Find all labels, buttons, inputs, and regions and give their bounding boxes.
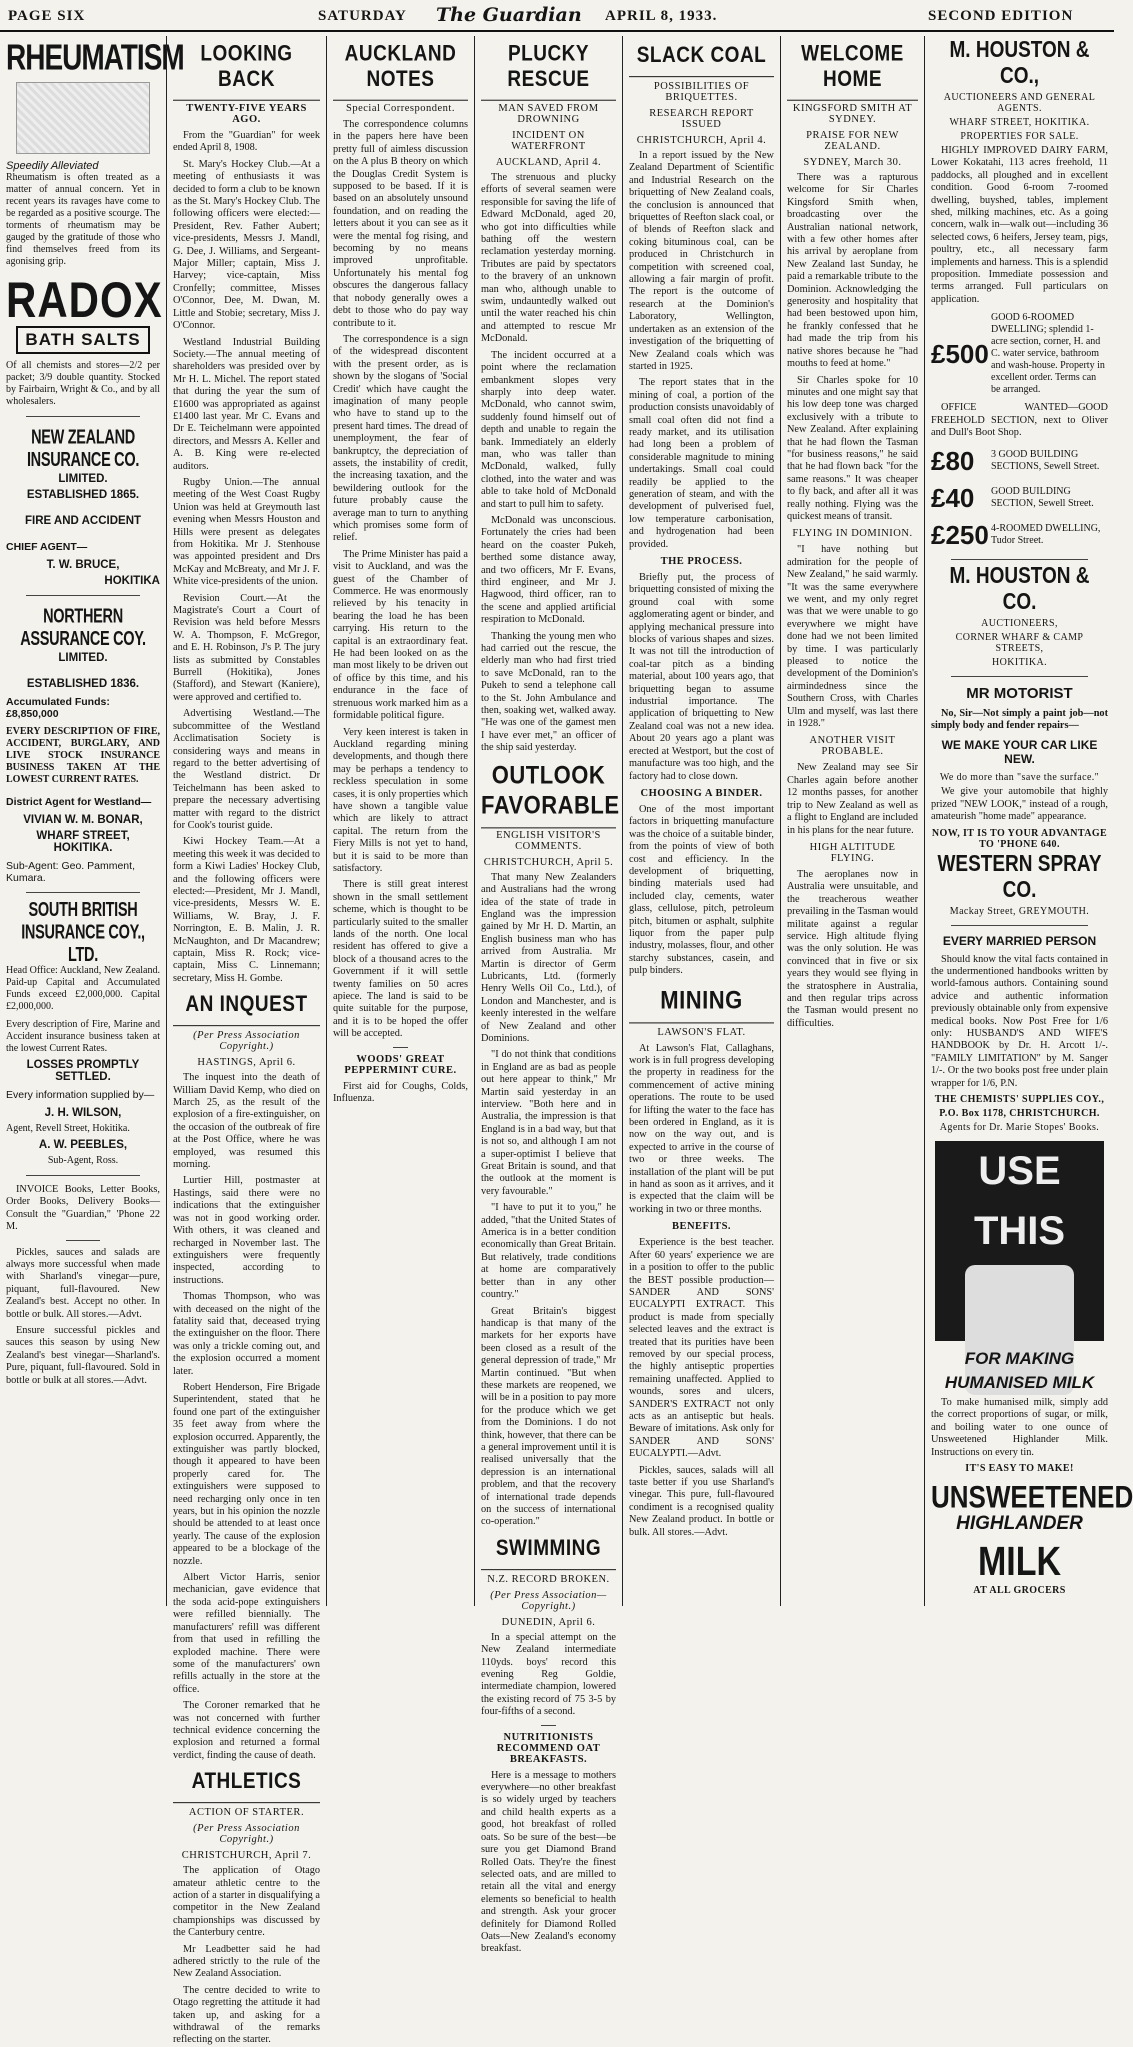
newspaper-title: The Guardian xyxy=(436,4,582,26)
agent-peebles: A. W. PEEBLES, xyxy=(38,1139,128,1151)
agent-bruce: T. W. BRUCE, xyxy=(46,559,120,571)
at-all-grocers: AT ALL GROCERS xyxy=(973,1585,1066,1597)
high-altitude-subhead: HIGH ALTITUDE FLYING. xyxy=(809,841,896,864)
article-paragraph: That many New Zealanders and Australians had the wrong idea of the state of trade in England was the impression gained by Mr H. D. Martin, an English business man who has arrived from Australia. Mr Martin is director of Germ Lubricants, Ltd. (formerly Henry Wells Oil Co., Ltd.), of London and Manchester, and is keenly interested in the welfare of New Zealand and other Dominions. xyxy=(481,871,616,1044)
welcome-headline: WELCOME HOME xyxy=(787,42,918,101)
inquest-press: (Per Press Association Copyright.) xyxy=(193,1030,300,1053)
price-500: £500 xyxy=(931,338,989,369)
mining-sub: LAWSON'S FLAT. xyxy=(657,1026,746,1038)
price-80: £80 xyxy=(931,445,975,476)
athletics-dateline: CHRISTCHURCH, April 7. xyxy=(181,1850,312,1862)
woods-text: First aid for Coughs, Colds, Influenza. xyxy=(333,1080,468,1105)
every-description: EVERY DESCRIPTION OF FIRE, ACCIDENT, BURGLARY, AND LIVE STOCK INSURANCE BUSINESS TAKEN AT THE LOWEST CURRENT RATES. xyxy=(6,726,160,785)
masthead-edition: SECOND EDITION xyxy=(928,8,1074,24)
article-paragraph: Advertising Westland.—The subcommittee of the Westland Acclimatisation Society is considering ways and means in regard to the better advertising of the Westland district. Dr Teichelmann has been asked to prepare the necessary advertising matter with regard to the district for Cook's tourist guide. xyxy=(173,708,320,831)
article-paragraph: Thomas Thompson, who was with deceased on the night of the fatality said that, deceased trying the extinguisher on the floor. There was only a trickle coming out, and the explosion occurred a moment later. xyxy=(173,1291,320,1377)
agent-wilson: J. H. WILSON, xyxy=(44,1107,122,1119)
article-paragraph: Revision Court.—At the Magistrate's Court a Court of Revision was held before Messrs W. A. Thompson, F. McGregor, and E. H. Robinson, J's P. The jury lists as submitted by Constables Burrell (Hokitika), Jones (Stafford), and Stewart (Kaniere), were approved and certified to. xyxy=(173,592,320,703)
article-paragraph: Briefly put, the process of briquetting consisted of mixing the ground coal with some agglomerating agent or binder, and applying mechanical pressure into blocks of various shapes and sizes. It was not till the introduction of coal-tar pitch as a binding material, about 100 years ago, that briquetting began to assume industrial importance. The application of briquetting to New Zealand coal was not a new idea. About 20 years ago a plant was erected at Westport, but the cost of manufacture was too high, and the factory had to close down. xyxy=(629,572,774,782)
rheumatism-text: Rheumatism is often treated as a matter of annual concern. Yet in recent years its ravages have come to be regarded as a positive scourge. The torments of rheumatism may be gauged by the gratitude of those who find themselves freed from its agonising grip. xyxy=(6,172,160,267)
we-make: WE MAKE YOUR CAR LIKE NEW. xyxy=(941,738,1098,767)
process-subhead: THE PROCESS. xyxy=(660,556,743,567)
fire-accident: FIRE AND ACCIDENT xyxy=(24,515,142,527)
rescue-sub2: INCIDENT ON WATERFRONT xyxy=(511,130,586,152)
chief-agent: CHIEF AGENT— xyxy=(6,541,88,553)
column-looking-back xyxy=(166,36,326,2046)
article-paragraph: Thanking the young men who had carried out the rescue, the elderly man who had first tried to save McDonald, ran to the Pukeh to send a telephone call to the St. John Ambulance and then, soaking wet, walked away. "He was one of the gamest men I have ever met," an officer of the ship said yesterday. xyxy=(481,630,616,754)
every-description-2: Every description of Fire, Marine and Accident insurance business taken at the lowest Current Rates. xyxy=(6,1019,160,1054)
bath-salts: BATH SALTS xyxy=(16,326,150,354)
article-paragraph: There is still great interest shown in the small settlement scheme, which is thought to be particularly suited to the smaller lands of the north. One local resident has offered to give a block of a thousand acres to the Government if it will settle twenty families on 50 acres apiece. The land is said to be quite suitable for the purpose, and it is to be hoped the offer will be accepted. xyxy=(333,879,468,1040)
slack-coal-headline: SLACK COAL xyxy=(629,44,774,77)
listing-40 xyxy=(931,483,1108,514)
outlook-sub: ENGLISH VISITOR'S COMMENTS. xyxy=(496,829,601,852)
every-married: EVERY MARRIED PERSON xyxy=(942,933,1097,948)
masthead-day: SATURDAY xyxy=(318,8,407,24)
auckland-headline: AUCKLAND NOTES xyxy=(333,42,468,101)
slack-dateline: CHRISTCHURCH, April 4. xyxy=(636,135,767,146)
rescue-headline: PLUCKY RESCUE xyxy=(481,42,616,101)
revell-street: Agent, Revell Street, Hokitika. xyxy=(6,1123,130,1134)
athletics-headline: ATHLETICS xyxy=(173,1770,320,1803)
looking-back-sub: TWENTY-FIVE YEARS AGO. xyxy=(186,103,307,125)
mining-headline: MINING xyxy=(629,985,774,1023)
article-paragraph: The inquest into the death of William David Kemp, who died on March 25, as the result of the explosion of a fire-extinguisher, on the occasion of the outbreak of fire at the Post Office, where he was employed, was resumed this morning. xyxy=(173,1072,320,1171)
article-paragraph: The incident occurred at a point where the reclamation embankment slopes very sharply into deep water. McDonald, who cannot swim, suddenly found himself out of depth and unable to regain the bank. Immediately an elderly man, who was taller than McDonald, walked, fully clothed, into the water and was able to take hold of McDonald and start to pull him to safety. xyxy=(481,349,616,510)
article-paragraph: The strenuous and plucky efforts of several seamen were responsible for saving the life of Edward McDonald, aged 20, who got into difficulties while bathing off the western reclamation yesterday morning. Tributes are paid by spectators to the bravery of an unknown man who, although unable to swim, undauntedly walked out until the water reached his chin and attempted to rescue Mr McDonald. xyxy=(481,172,616,345)
masthead xyxy=(0,0,1114,32)
south-british-ad xyxy=(6,899,160,1167)
flying-subhead: FLYING IN DOMINION. xyxy=(792,528,913,540)
divider xyxy=(951,925,1088,926)
unsweetened: UNSWEETENED xyxy=(931,1478,1133,1515)
rheumatism-ad xyxy=(6,37,184,408)
houston-title: M. HOUSTON & CO., xyxy=(949,37,1090,90)
article-paragraph: Pickles, sauces, salads will all taste better if you use Sharland's vinegar. This pure, full-flavoured condiment is a recognised quality New Zealand product. In bottle or bulk. All stores.—Advt. xyxy=(629,1464,774,1538)
divider xyxy=(26,416,140,417)
highlander: HIGHLANDER xyxy=(956,1513,1083,1535)
humanised-milk: HUMANISED MILK xyxy=(944,1373,1095,1392)
nz-limited: LIMITED. xyxy=(58,473,108,485)
looking-back-from: From the "Guardian" for week ended April 8, 1908. xyxy=(173,130,320,154)
article-paragraph: There was a rapturous welcome for Sir Charles Kingsford Smith when, broadcasting over the Australian national network, with a few other homes after his arrival by aeroplane from New Zealand last Sunday, he paid a remarkable tribute to the Dominion. Acknowledging the generosity and hospitality that had been bestowed upon him, he frankly confessed that he had made the trip from his native shores because he "had mouths to feed at home." xyxy=(787,172,918,370)
welcome-sub2: PRAISE FOR NEW ZEALAND. xyxy=(806,130,899,152)
wharf-street: WHARF STREET, HOKITIKA. xyxy=(36,830,130,854)
district-agent: District Agent for Westland— xyxy=(6,796,152,808)
rheumatism-illustration xyxy=(16,82,150,154)
article-paragraph: Rugby Union.—The annual meeting of the West Coast Rugby Union was held at Greymouth last evening when Messrs Houston and Hills were present as delegates from Hokitika. Mr J. Stenhouse was appointed president and Drs McKay and McBreaty, and Mr J. F. White vice-presidents of the union. xyxy=(173,476,320,588)
article-paragraph: Albert Victor Harris, senior mechanician, gave evidence that the soda acid-pope extinguishers were refilled biennially. The manufacturers' refill was different from that used in refilling the exploded machine. There were some of the manufacturers' own refills actually in the store at the office. xyxy=(173,1572,320,1695)
athletics-press: (Per Press Association Copyright.) xyxy=(193,1823,300,1846)
price-250: £250 xyxy=(931,519,989,550)
we-do: We do more than "save the surface." xyxy=(939,772,1100,784)
divider xyxy=(26,1175,140,1176)
phone-640: NOW, IT IS TO YOUR ADVANTAGE TO 'PHONE 640. xyxy=(931,827,1108,850)
dairy-farm-listing: HIGHLY IMPROVED DAIRY FARM, Lower Kokatahi, 113 acres freehold, 11 paddocks, all ploughed and in excellent condition. Good 6-room 7-roomed dwelling, buyshed, tables, implement shed, milking machines, etc. As a going concern, walk in—walk out—including 36 selected cows, 6 heifers, Jersey team, pigs, poultry, etc., all necessary farm implements and harness. This is a splendid proposition. Immediate possession and terms arranged. Full particulars on application. xyxy=(931,145,1108,305)
easy-to-make: IT'S EASY TO MAKE! xyxy=(965,1463,1074,1475)
northern-limited: LIMITED. xyxy=(58,652,108,664)
should-know: Should know the vital facts contained in the undermentioned handbooks written by world-famous authors. Containing sound advice and authentic information previously obtainable only from expensive medical books. Now Post Free for 1/6 only: HUSBAND'S AND WIFE'S HANDBOOK by Dr. H. Arcott 1/-. "FAMILY LIMITATION" by M. Sanger 1/-. Or the two books post free under plain wrapper for 1/6, P.N. xyxy=(931,953,1108,1089)
northern-title: NORTHERN ASSURANCE COY. xyxy=(20,605,146,651)
article-paragraph: In a special attempt on the New Zealand intermediate 110yds. boys' record this evening Reg Goldie, intermediate champion, lowered the existing record of 75 3-5 by four-fifths of a second. xyxy=(481,1631,616,1718)
auckland-sub: Special Correspondent. xyxy=(346,103,455,114)
column-auckland-notes xyxy=(326,36,474,1606)
rescue-dateline: AUCKLAND, April 4. xyxy=(495,157,602,168)
divider xyxy=(951,676,1088,677)
to-make: To make humanised milk, simply add the correct proportions of sugar, or milk, and boiling water to one ounce of Unsweetened Highlander Milk. Instructions on every tin. xyxy=(931,1397,1108,1458)
divider xyxy=(26,595,140,596)
welcome-sub: KINGSFORD SMITH AT SYDNEY. xyxy=(792,103,913,125)
benefits-title: BENEFITS. xyxy=(671,1221,732,1233)
mackay-street: Mackay Street, GREYMOUTH. xyxy=(949,905,1090,917)
radox-logo: RADOX xyxy=(6,271,163,328)
houston-wharf: WHARF STREET, HOKITIKA. xyxy=(949,117,1090,128)
nz-insurance-title: NEW ZEALAND INSURANCE CO. xyxy=(26,426,140,472)
slack-sub: POSSIBILITIES OF BRIQUETTES. xyxy=(653,81,750,103)
article-paragraph: Kiwi Hockey Team.—At a meeting this week it was decided to form a Kiwi Ladies' Hockey Club, and the following officers were elected:—President, Mr J. Mandl, vice-presidents, Messrs W. E. Williams, W. Bray, J. F. Norrington, E. B. Malin, J. R. McNaughton, and Dr Macandrew; captain, Miss R. Rock; vice-captain, Miss C. Linnemann; secretary, Miss H. Gombe. xyxy=(173,836,320,984)
article-paragraph: "I have nothing but admiration for the people of New Zealand," he said warmly. "It was the same everywhere we went, and my only regret was that we were unable to go everywhere we might have done had we not been limited by time. I was particularly pleased to notice the development of the Dominion's airmindedness since the Southern Cross, with Charles Ulm and myself, was last there in 1928." xyxy=(787,544,918,730)
give-text: We give your automobile that highly prized "NEW LOOK," instead of a rough, amateurish "home made" appearance. xyxy=(931,786,1108,823)
no-sir: No, Sir—Not simply a paint job—not simply body and fender repairs— xyxy=(931,707,1108,731)
milk: MILK xyxy=(977,1539,1062,1585)
rescue-sub: MAN SAVED FROM DROWNING xyxy=(498,103,599,125)
swimming-headline: SWIMMING xyxy=(481,1537,616,1570)
divider xyxy=(26,892,140,893)
column-plucky-rescue xyxy=(474,36,622,1955)
south-british-title: SOUTH BRITISH INSURANCE COY., LTD. xyxy=(21,899,145,967)
office-wanted: OFFICE WANTED—GOOD FREEHOLD SECTION, next to Oliver and Dull's Boot Shop. xyxy=(931,402,1108,439)
houston-hokitika: HOKITIKA. xyxy=(992,656,1047,668)
chemists-supplies: THE CHEMISTS' SUPPLIES COY., xyxy=(934,1094,1105,1105)
nz-established: ESTABLISHED 1865. xyxy=(26,489,140,501)
binder-subhead: CHOOSING A BINDER. xyxy=(640,787,763,799)
sub-agent-ross: Sub-Agent, Ross. xyxy=(47,1155,119,1166)
info-supplied: Every information supplied by— xyxy=(6,1089,155,1101)
woods-title: WOODS' GREAT PEPPERMINT CURE. xyxy=(344,1053,457,1076)
article-paragraph: Mr Leadbetter said he had adhered strictly to the rule of the New Zealand Association. xyxy=(173,1943,320,1980)
ads-left-column xyxy=(0,36,184,1606)
listing-500 xyxy=(931,312,1108,396)
nutrition-title: NUTRITIONISTS RECOMMEND OAT BREAKFASTS. xyxy=(496,1731,601,1765)
another-visit-subhead: ANOTHER VISIT PROBABLE. xyxy=(809,735,896,758)
stopes-agents: Agents for Dr. Marie Stopes' Books. xyxy=(939,1122,1100,1133)
article-paragraph: Lurtier Hill, postmaster at Hastings, said there were no indications that the extinguisher was not in good working order. With others, it was cleaned and recharged in November last. The extinguishers were frequently inspected, according to instructions. xyxy=(173,1175,320,1286)
hokitika: HOKITIKA xyxy=(104,575,160,587)
listing-80 xyxy=(931,446,1108,477)
article-paragraph: St. Mary's Hockey Club.—At a meeting of enthusiasts it was decided to form a club to be known as the St. Mary's Hockey Club. The following officers were elected:—President, Rev. Father Aubert; vice-presidents, Messrs J. Mandl, G. Dee, J. Williams, and Sergeant-Major Miller; captain, Miss J. Harvey; vice-captain, Miss Cronfelly; committee, Misses O'Connor, Dee, M. Dwan, M. Little and Stobie; secretary, Miss J. O'Connor. xyxy=(173,158,320,332)
welcome-dateline: SYDNEY, March 30. xyxy=(803,157,902,168)
column-welcome-home xyxy=(780,36,924,1606)
rheumatism-headline: RHEUMATISM xyxy=(6,37,184,78)
article-paragraph: McDonald was unconscious. Fortunately the cries had been heard on the coaster Pukeh, berthed some distance away, and two officers, Mr F. Evans, third engineer, and Mr J. Hagwood, third officer, ran to the scene and applied artificial respiration to McDonald. xyxy=(481,514,616,626)
northern-assurance-ad xyxy=(6,605,160,884)
article-paragraph: At Lawson's Flat, Callaghans, work is in full progress developing the property in readiness for the commencement of active mining operations. The route to be used for lifting the water to the face has been ordered in England, as it is now on the way out, and is expected to arrive in the course of two or three weeks. The installation of the plant will be put in hand as soon as it arrives, and it is expected that the claim will be working in two or three months. xyxy=(629,1042,774,1215)
athletics-sub: ACTION OF STARTER. xyxy=(188,1807,305,1819)
article-paragraph: "I have to put it to you," he added, "that the United States of America is in a better condition economically than Great Britain. But relatively, trade conditions at home are comparatively better than in any other country." xyxy=(481,1202,616,1301)
agent-bonar: VIVIAN W. M. BONAR, xyxy=(23,814,143,826)
article-paragraph: The report states that in the mining of coal, a portion of the production consists unavoidably of small coal often did not find a ready market, and its utilisation had long been a problem of considerable magnitude to mining undertakings. Small coal could readily be applied to the generation of steam, and with the development of pulverised fuel, low temperature carbonisation, and hydrogenation had been provided. xyxy=(629,377,774,550)
article-paragraph: Great Britain's biggest handicap is that many of the markets for her exports have been closed as a result of the general depression of trade," Mr Martin continued. "But when these markets are reopened, we will be in a position to pay more for the produce which we get from the Dominions. I do not think, however, that there can be a general improvement until it is realised universally that the depression is an international problem, and that the recovery of international trade depends on the success of international co-operation." xyxy=(481,1305,616,1528)
ads-right-column xyxy=(924,36,1133,1606)
use-this-banner xyxy=(935,1141,1104,1341)
listing-desc: 4-ROOMED DWELLING, Tudor Street. xyxy=(991,523,1101,546)
outlook-dateline: CHRISTCHURCH, April 5. xyxy=(483,856,614,868)
article-paragraph: The correspondence is a sign of the widespread discontent with the present order, as is shown by the slogans of 'Social Credit' which have caught the imagination of many people who have to stand up to the present hard times. The dread of unemployment, the fear of bankruptcy, the depreciation of assets, the instability of credit, the increasing taxation, and the bewildering outlook for the future probably cause the average man to turn to anything which promises some form of relief. xyxy=(333,333,468,544)
ensure-ad: Ensure successful pickles and sauces this season by using New Zealand's best vinegar—Sharland's. Pure, piquant, full-flavoured. Sold in bottle or bulk at all stores.—Advt. xyxy=(6,1325,160,1386)
inquest-dateline: HASTINGS, April 6. xyxy=(197,1057,296,1069)
article-paragraph: The centre decided to write to Otago regretting the attitude it had taken up, and asking for a withdrawal of the remarks reflecting on the starter. xyxy=(173,1984,320,2046)
divider xyxy=(66,1240,100,1241)
listing-250 xyxy=(931,520,1108,551)
po-box: P.O. Box 1178, CHRISTCHURCH. xyxy=(939,1108,1100,1119)
article-paragraph: New Zealand may see Sir Charles again before another 12 months passes, for another trip to New Zealand as well as a flight to England are included in his plans for the near future. xyxy=(787,762,918,836)
properties-for-sale: PROPERTIES FOR SALE. xyxy=(960,131,1079,142)
losses-settled: LOSSES PROMPTLY SETTLED. xyxy=(26,1059,140,1083)
article-paragraph: One of the most important factors in briquetting manufacture was the choice of a suitable binder, from the points of view of both cost and efficiency. In the development of briquetting, binding materials used had included clay, cements, water glass, cellulose, pitch, petroleum pitch, bitumen or asphalt, sulphite liquor from the paper pulp industry, molasses, flour, and other starchy substances, casein, and pulp binders. xyxy=(629,803,774,977)
corner-streets: CORNER WHARF & CAMP STREETS, xyxy=(955,631,1084,654)
listing-desc: GOOD BUILDING SECTION, Sewell Street. xyxy=(991,486,1094,509)
divider xyxy=(541,1725,556,1726)
column-slack-coal xyxy=(622,36,780,1606)
radox-text: Of all chemists and stores—2/2 per packet; 3/9 double quantity. Stocked by Fairbairn, Wright & Co., and by all wholesalers. xyxy=(6,360,160,407)
divider xyxy=(393,1047,408,1048)
article-paragraph: The Prime Minister has paid a visit to Auckland, and was the guest of the Chamber of Commerce. He was enormously relieved by his tenacity in bearing the load he has been carrying. His return to the capital is an extraordinary feat. He had been looked on as the man most likely to be driven out of office by this time, and his endurance in the face of strenuous work marked him as a formidable political figure. xyxy=(333,548,468,722)
nz-insurance-ad xyxy=(6,426,160,587)
auctioneers: AUCTIONEERS AND GENERAL AGENTS. xyxy=(943,92,1096,114)
page-number: PAGE SIX xyxy=(8,8,86,24)
listing-desc: 3 GOOD BUILDING SECTIONS, Sewell Street. xyxy=(991,449,1100,472)
article-paragraph: Sir Charles spoke for 10 minutes and one might say that his low deep tone was charged exclusively with a tribute to New Zealand. After explaining that he had flown the Tasman "for business reasons," he said that he had flown back "for the same reasons." It was cheaper to fly back, and after all it was really nothing. Flying was the quickest means of transit. xyxy=(787,374,918,522)
auctioneers-2: AUCTIONEERS, xyxy=(981,617,1058,629)
article-paragraph: Westland Industrial Building Society.—The annual meeting of shareholders was presided over by Mr H. L. Michel. The report stated that during the year the sum of £1600 was appropriated as against £1400 last year. Mr C. Evans and Dr E. Teichelmann were appointed directors, and Messrs A. Keller and A. B. King were re-elected auditors. xyxy=(173,336,320,472)
article-paragraph: "I do not think that conditions in England are as bad as people out here appear to think," Mr Martin said yesterday in an interview. "Both here and in Australia, the impression is that England is in a bad way, but that is not so, and although I am not a super-optimist I believe that Great Britain is sound, and that the outlook at the moment is very favourable." xyxy=(481,1049,616,1197)
swimming-dateline: DUNEDIN, April 6. xyxy=(501,1616,596,1628)
article-paragraph: The application of Otago amateur athletic centre to the action of a starter in disqualifying a competitor in the New Zealand championships was discussed by the Canterbury centre. xyxy=(173,1865,320,1939)
swimming-press: (Per Press Association—Copyright.) xyxy=(490,1589,607,1612)
outlook-headline: OUTLOOK FAVORABLE xyxy=(481,760,616,828)
listing-desc: GOOD 6-ROOMED DWELLING; splendid 1-acre section, corner, H. and C. water service, bathroom and wash-house. Property in excellent order. Terms can be arranged. xyxy=(991,312,1105,396)
swimming-sub: N.Z. RECORD BROKEN. xyxy=(487,1573,610,1585)
use-this-text: USE THIS xyxy=(973,1149,1066,1253)
inquest-headline: AN INQUEST xyxy=(173,993,320,1026)
masthead-date: APRIL 8, 1933. xyxy=(605,8,718,24)
looking-back-headline: LOOKING BACK xyxy=(173,42,320,101)
article-paragraph: The correspondence columns in the papers here have been pretty full of aimless discussion on the A plus B theory on which the Douglas Credit System is supposed to be based. If it is based on an absolutely unsound foundation, and on reading the letters about it you can see as it were the mental fog rising, and becoming by no means improved unprofitable. Unfortunately his mental fog obscures the dangerous fallacy that nobody generally owes a debt to those who do pay way contribute to it. xyxy=(333,119,468,329)
divider xyxy=(951,559,1088,560)
article-paragraph: In a report issued by the New Zealand Department of Scientific and Industrial Research on the briquetting of New Zealand coals, the conclusion is announced that briquettes of Reefton slack coal, or of blends of Reefton slack and coking bituminous coal, can be produced in Christchurch in competition with screened coal, allowing a fair margin of profit. The report is the outcome of research at the Dominion's Laboratory, Wellington, undertaken as an extension of the investigation of the briquetting of New Zealand coals which was started in 1925. xyxy=(629,150,774,372)
slack-sub2: RESEARCH REPORT ISSUED xyxy=(649,108,754,130)
article-paragraph: The aeroplanes now in Australia were unsuitable, and the treacherous weather prevailing in the Tasman would militate against a regular service. High altitude flying was the only solution. He was convinced that in five or six years they would see flying in the stratosphere in Australia, and then regular trips across the Tasman would present no difficulties. xyxy=(787,868,918,1029)
western-spray: WESTERN SPRAY CO. xyxy=(937,851,1102,903)
article-paragraph: Very keen interest is taken in Auckland regarding mining developments, and though there may be perhaps a tendency to reckless speculation in some cases, it is only properties which have shown a tangible value which are likely to attract capital. The return from the Fiery Mills is not yet to hand, but it is said to be more than satisfactory. xyxy=(333,726,468,874)
price-40: £40 xyxy=(931,482,975,513)
article-paragraph: Experience is the best teacher. After 60 years' experience we are in a position to offer to the public the BEST possible production—SANDER AND SONS' EUCALYPTI EXTRACT. This product is made from specially selected leaves and the extract is treated that its purities have been removed by our special process, the highly antiseptic properties remaining unaffected. Applied to wounds, sores and ulcers, SANDER'S EXTRACT not only acts as an antiseptic but heals. Beware of imitations. Ask only for SANDER AND SONS' EUCALYPTI.—Advt. xyxy=(629,1237,774,1460)
motorist-title: MR MOTORIST xyxy=(966,684,1073,702)
northern-established: ESTABLISHED 1836. xyxy=(26,678,140,690)
head-office: Head Office: Auckland, New Zealand. Paid-up Capital and Accumulated Funds exceed £2,000,000. Capital £2,000,000. xyxy=(6,965,160,1012)
pickles-ad: Pickles, sauces and salads are always more successful when made with Sharland's vinegar—pure, piquant, full-flavoured. New Zealand's best. Accept no other. In bottle or bulk. All stores.—Advt. xyxy=(6,1246,160,1320)
sub-agent: Sub-Agent: Geo. Pamment, Kumara. xyxy=(6,860,135,884)
article-paragraph: Here is a message to mothers everywhere—no other breakfast is so widely urged by teachers and child health experts as a good, hot breakfast of rolled oats. So be sure of the best—be sure you get Diamond Brand Rolled Oats. They're the finest selected oats, and are milled to retain all the vital and energy elements so beneficial to health and strength. Ask your grocer definitely for Diamond Rolled Oats—New Zealand's economy breakfast. xyxy=(481,1769,616,1955)
for-making: FOR MAKING xyxy=(964,1349,1075,1368)
invoice-ad: INVOICE Books, Letter Books, Order Books, Delivery Books—Consult the "Guardian," 'Phone 22 M. xyxy=(6,1184,160,1233)
houston-title-2: M. HOUSTON & CO. xyxy=(949,563,1090,615)
speedily-alleviated: Speedily Alleviated xyxy=(6,160,99,172)
accumulated-funds: Accumulated Funds: £8,850,000 xyxy=(6,696,110,720)
article-paragraph: Robert Henderson, Fire Brigade Superintendent, stated that he found one part of the extinguisher 35 feet away from where the explosion occurred. Apparently, the extinguisher was partly blocked, though it appeared to have been properly cared for. The extinguishers were supposed to need recharging only once in ten years, but in his opinion the nozzle should be attended to at least once yearly. The cause of the explosion appeared to be a blockage of the nozzle. xyxy=(173,1381,320,1567)
article-paragraph: The Coroner remarked that he was not concerned with further technical evidence concerning the explosion and returned a formal verdict, finding the cause of death. xyxy=(173,1700,320,1761)
